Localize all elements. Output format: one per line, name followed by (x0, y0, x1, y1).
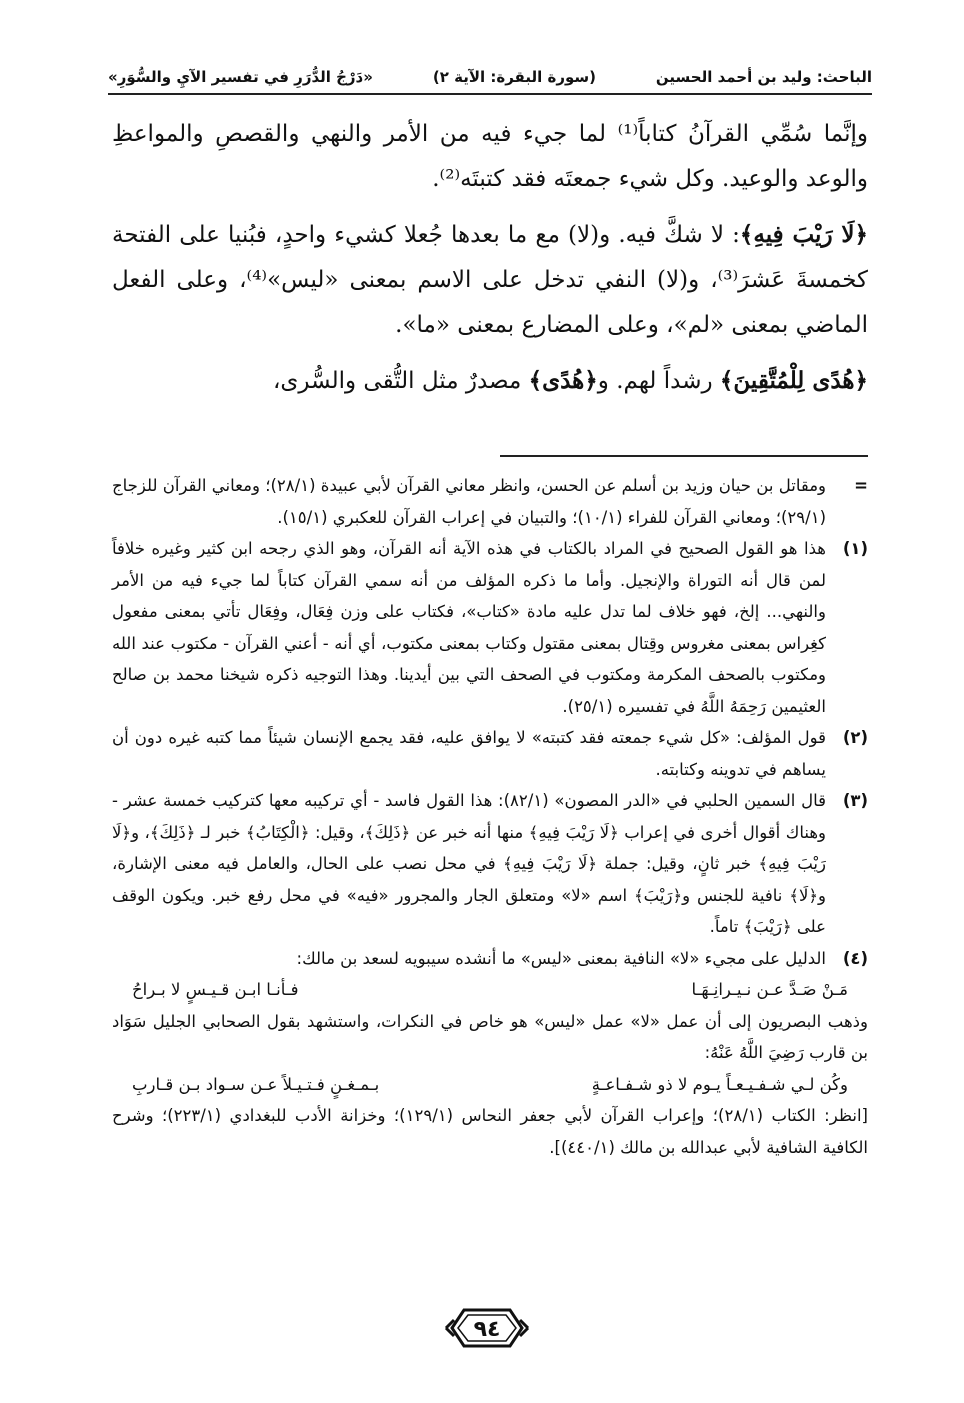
footnote-text: الدليل على مجيء «لا» النافية بمعنى «ليس» ما أنشده سيبويه لسعد بن مالك: (296, 948, 826, 968)
footnote-4 (112, 943, 868, 975)
paragraph-3-text-b: مصدرٌ مثل التُّقى والسُّرى، (272, 368, 529, 394)
page-number-ornament (444, 1304, 530, 1352)
header-divider (108, 93, 872, 95)
footnote-references: [انظر: الكتاب (٢٨/١)؛ وإعراب القرآن لأبي جعفر النحاس (١٢٩/١)؛ وخزانة الأدب للبغدادي (٢٢٣/١)؛ وشرح الكافية الشافية لأبي عبدالله بن مالك (٤٤٠/١)]. (112, 1106, 868, 1157)
footnote-number: (٢) (842, 728, 868, 747)
verse-second-half: بـمـغـنٍ فـتـيـلاً عـن سـواد بـن قـاربِ (132, 1074, 380, 1094)
footnotes (112, 470, 868, 1163)
main-text (112, 112, 868, 414)
footnote-text: قال السمين الحلبي في «الدر المصون» (٨٢/١): هذا القول فاسد - أي تركيبه معها كتركيب خمسة عشر - وهناك أقوال أخرى في إعراب ﴿لَا رَيْبَ فِيهِ﴾ منها أنه خبر عن ﴿ذَلِكَ﴾، وقيل: ﴿الْكِتَابُ﴾ خبر لـ ﴿ذَلِكَ﴾، و﴿لَا رَيْبَ فِيهِ﴾ خبر ثانٍ، وقيل: جملة ﴿لَا رَيْبَ فِيهِ﴾ في محل نصب على الحال، والعامل فيه معنى الإشارة، و﴿لَا﴾ نافية للجنس و﴿رَيْبَ﴾ اسم «لا» ومتعلق الجار والمجرور «فيه» في محل رفع خبر. ويكون الوقف على ﴿رَيْبَ﴾ تاماً. (112, 791, 826, 936)
paragraph-1: وإنَّما سُمِّي القرآنُ كتاباً⁽¹⁾ لما جيء فيه من الأمر والنهي والقصصِ والمواعظِ والوعد والوعيد. وكل شيء جمعتَه فقد كتبتَه⁽²⁾. (112, 121, 868, 192)
verse-second-half: فـأنـا ابـن قـيـسٍ لا بـراحُ (132, 980, 299, 999)
poetry-verse (112, 974, 868, 1006)
footnote-number: (٤) (842, 948, 868, 968)
footnote-text: قول المؤلف: «كل شيء جمعته فقد كتبته» لا يوافق عليه، فقد يجمع الإنسان شيئاً مما كتبه غيره دون أن يساهم في تدوينه وكتابته. (112, 728, 826, 779)
footnote-marker: = (854, 476, 868, 495)
footnote-2 (112, 722, 868, 785)
footnote-text: ومقاتل بن حيان وزيد بن أسلم عن الحسن، وانظر معاني القرآن لأبي عبيدة (٢٨/١)؛ ومعاني القرآن للزجاج (٢٩/١)؛ ومعاني القرآن للفراء (١٠/١)؛ والتبيان في إعراب القرآن للعكبري (١٥/١). (112, 476, 827, 527)
verse-first-half: وكُن لـي شـفـيـعـاً يـوم لا ذو شـفـاعـةٍ (591, 1074, 848, 1094)
header-book-title: «دَرْجُ الدُّرَرِ في تفسير الآيِ والسُّوَرِ» (108, 68, 373, 86)
footnote-number: (٣) (842, 791, 868, 810)
footnote-number: (١) (842, 539, 868, 558)
page-number: ٩٤ (473, 1317, 501, 1342)
poetry-verse (112, 1069, 868, 1101)
quran-quote: ﴿هُدًى لِلْمُتَّقِينَ﴾ (719, 367, 868, 394)
footnote-divider (500, 455, 868, 457)
verse-first-half: مَـنْ صَـدَّ عـن نـيـرانِـهَـا (691, 980, 848, 999)
running-header (108, 62, 872, 92)
paragraph-3 (112, 358, 868, 404)
footnote-3 (112, 785, 868, 943)
header-author: الباحث: وليد بن أحمد الحسين (655, 68, 872, 86)
footnote-text: وذهب البصريون إلى أن عمل «لا» عمل «ليس» هو خاص في النكرات، واستشهد بقول الصحابي الجليل سَوَاد بن قارب رَضِيَ اللَّهُ عَنْهُ: (112, 1011, 868, 1062)
footnote-1 (112, 533, 868, 722)
paragraph-3-text-a: رشداً لهم. و (597, 368, 720, 394)
quran-quote: ﴿هُدًى﴾ (528, 367, 598, 394)
header-surah: (سورة البقرة: الآية ٢) (432, 68, 596, 86)
paragraph-2 (112, 212, 868, 348)
paragraph-2-text: : لا شكَّ فيه. و(لا) مع ما بعدها جُعلا كشيء واحدٍ، فبُنيا على الفتحة كخمسةَ عَشرَ⁽³⁾، و(لا) النفي تدخل على الاسم بمعنى «ليس»⁽⁴⁾، وعلى الفعل الماضي بمعنى «لم»، وعلى المضارع بمعنى «ما». (112, 222, 868, 338)
footnote-text: هذا هو القول الصحيح في المراد بالكتاب في هذه الآية أنه القرآن، وهو الذي رجحه ابن كثير وغيره خلافاً لمن قال أنه التوراة والإنجيل. وأما ما ذكره المؤلف من أنه سمي القرآن كتاباً لما جيء فيه من الأمر والنهي... إلخ، فهو خلاف لما تدل عليه مادة «كتاب»، فكتاب على وزن فِعَال، وفِعَال تأتي بمعنى مفعول كغِراس بمعنى مغروس وقِتال بمعنى مقتول وكتاب بمعنى مكتوب، أي أنه - أعني القرآن - مكتوب عند الله ومكتوب بالصحف المكرمة ومكتوب في الصحف التي بين أيدينا. وهذا التوجيه ذكره شيخنا محمد بن صالح العثيمين رَحِمَهُ اللَّهُ في تفسيره (٢٥/١). (112, 539, 826, 716)
footnote-continued (112, 470, 868, 533)
quran-quote: ﴿لَا رَيْبَ فِيهِ﴾ (739, 221, 868, 248)
